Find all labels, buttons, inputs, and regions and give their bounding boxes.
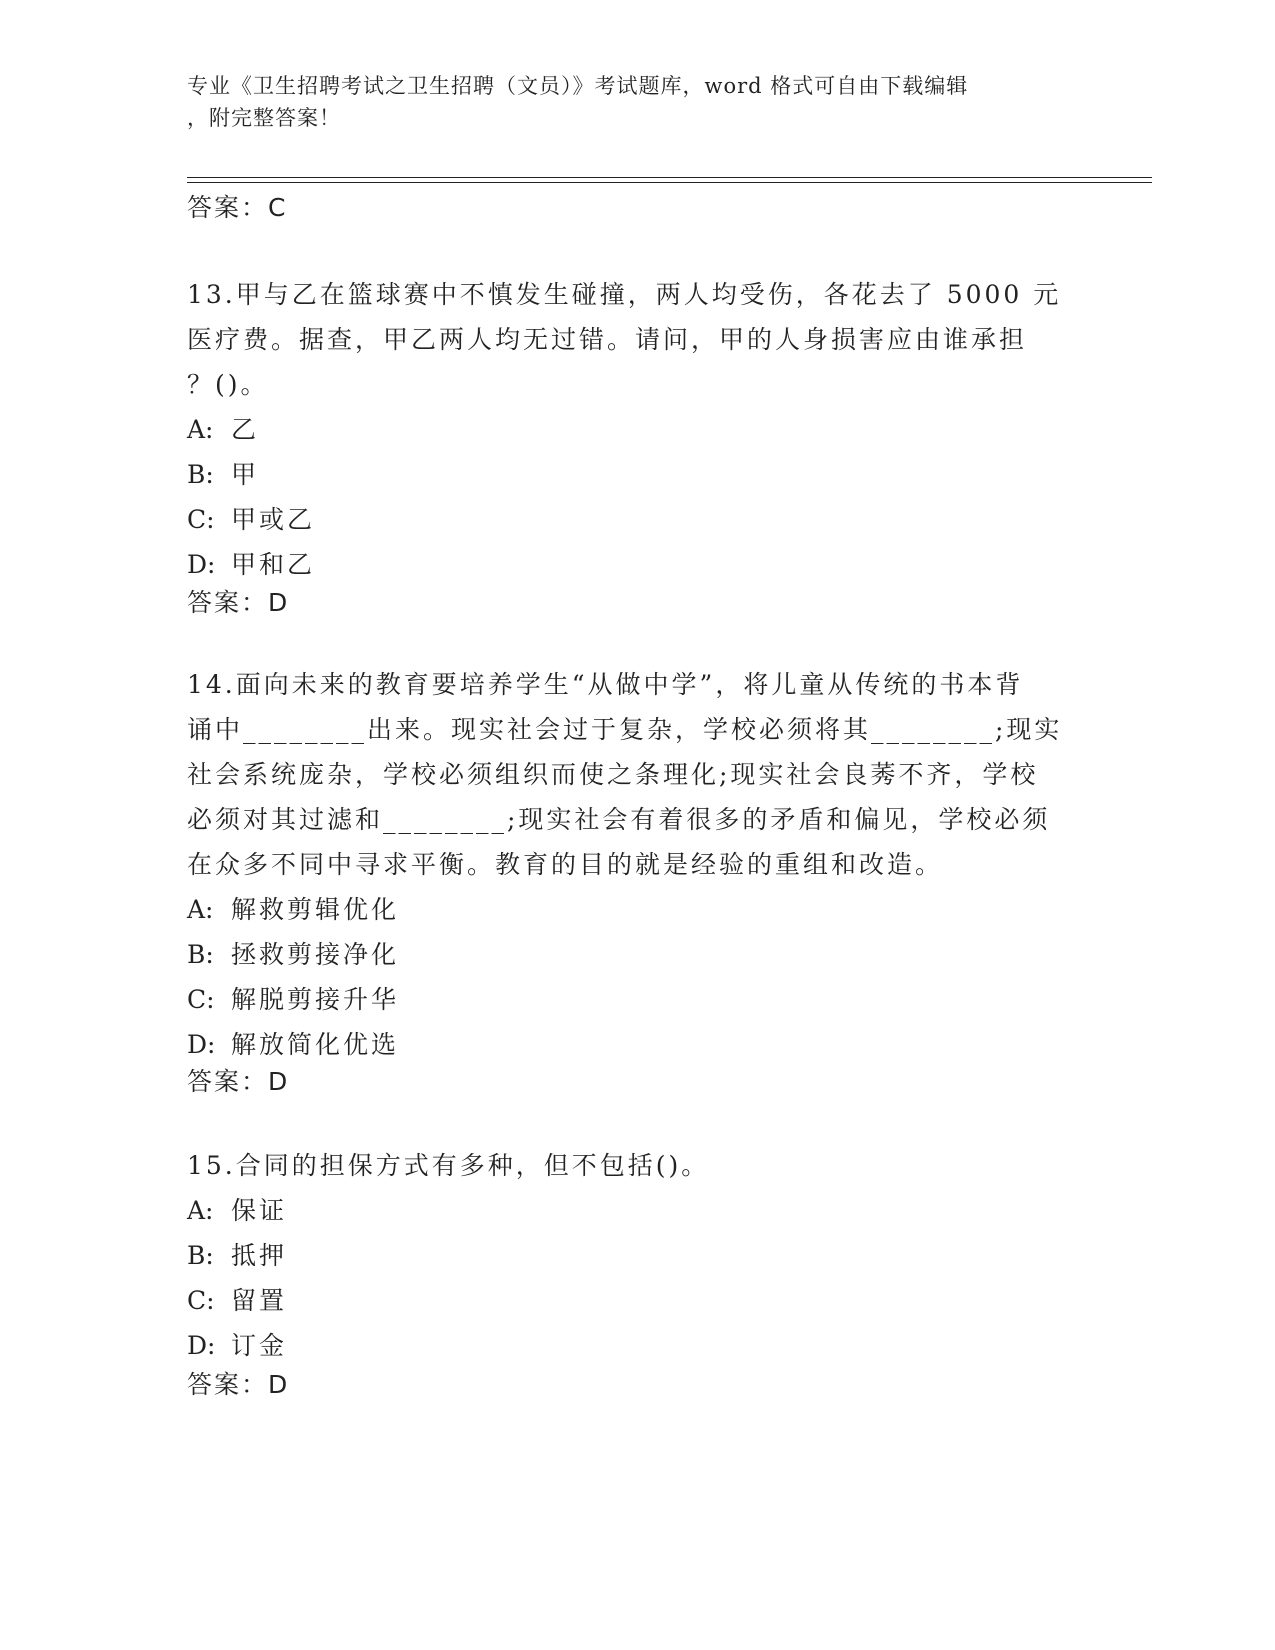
question-15 — [187, 1143, 1087, 1368]
option-a: A: 解救剪辑优化 — [187, 895, 400, 924]
question-line: 医疗费。据查，甲乙两人均无过错。请问，甲的人身损害应由谁承担 — [187, 325, 1028, 354]
header-rule-top — [187, 177, 1152, 178]
answer-label-14: 答案：D — [187, 1067, 290, 1096]
question-line: 必须对其过滤和________;现实社会有着很多的矛盾和偏见，学校必须 — [187, 805, 1051, 834]
answer-label-prev: 答案：C — [187, 193, 288, 222]
header-rule-bottom — [187, 182, 1152, 183]
question-13 — [187, 272, 1087, 587]
header-line-2: ，附完整答案！ — [187, 106, 341, 130]
question-line: 在众多不同中寻求平衡。教育的目的就是经验的重组和改造。 — [187, 850, 944, 879]
option-b: B: 甲 — [187, 460, 260, 489]
option-b: B: 拯救剪接净化 — [187, 940, 400, 969]
option-b: B: 抵押 — [187, 1241, 288, 1270]
answer-label-13: 答案：D — [187, 588, 290, 617]
header-line-1: 专业《卫生招聘考试之卫生招聘（文员）》考试题库，word 格式可自由下载编辑 — [187, 74, 969, 98]
option-a: A: 乙 — [187, 415, 260, 444]
question-line: 诵中________出来。现实社会过于复杂，学校必须将其________;现实 — [187, 715, 1063, 744]
option-c: C: 留置 — [187, 1286, 288, 1315]
question-14 — [187, 662, 1087, 1067]
question-line: 14.面向未来的教育要培养学生“从做中学”，将儿童从传统的书本背 — [187, 670, 1024, 699]
option-c: C: 解脱剪接升华 — [187, 985, 400, 1014]
option-c: C: 甲或乙 — [187, 505, 316, 534]
option-a: A: 保证 — [187, 1196, 288, 1225]
option-d: D: 甲和乙 — [187, 550, 316, 579]
answer-label-15: 答案：D — [187, 1370, 290, 1399]
option-d: D: 解放简化优选 — [187, 1030, 400, 1059]
option-d: D: 订金 — [187, 1331, 288, 1360]
page-header — [187, 70, 1087, 134]
question-line: 13.甲与乙在篮球赛中不慎发生碰撞，两人均受伤，各花去了 5000 元 — [187, 280, 1062, 309]
question-line: 社会系统庞杂，学校必须组织而使之条理化;现实社会良莠不齐，学校 — [187, 760, 1039, 789]
question-line: ？()。 — [187, 370, 269, 399]
question-line: 15.合同的担保方式有多种，但不包括()。 — [187, 1151, 710, 1180]
